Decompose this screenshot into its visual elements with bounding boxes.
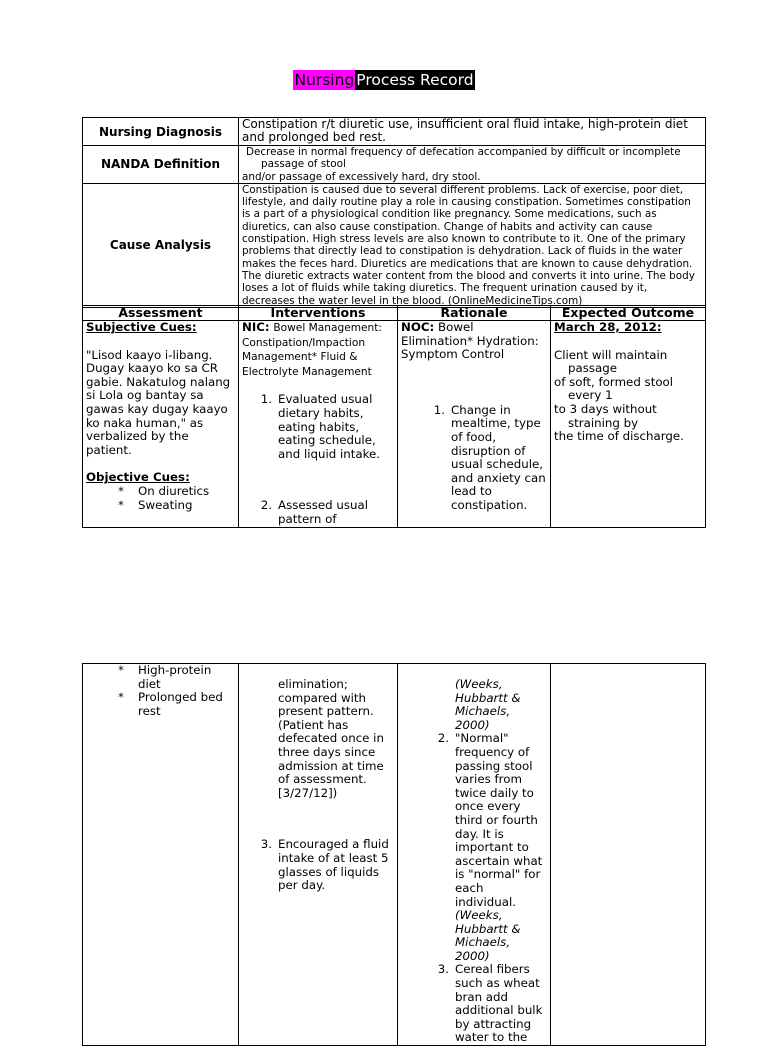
noc-label: NOC: [401,320,435,334]
item-number: 2. [437,731,449,746]
subjective-cues-heading: Subjective Cues: [86,320,197,334]
patient-quote: "Lisod kaayo i-libang. Dugay kaayo ko sa CR gabie. Nakatulog nalang si Lola og bantay sa gawas kay dugay kaayo ko naka human," as verbalized by the patient. [86,347,231,457]
list-item: * Prolonged bed rest [86,691,235,718]
cue-text: Prolonged bed rest [138,690,223,718]
table-header-row [83,306,706,321]
care-plan-table [82,305,706,528]
nic-label: NIC: [242,320,270,334]
intervention-continued: elimination; compared with present pattern. (Patient has defecated once in three days since admission at time of assessment. [3/27/12]) [278,677,384,800]
list-item [401,404,547,513]
outcome-line: of soft, formed stool [554,374,674,389]
rationale-cell [398,321,551,528]
objective-cues-heading: Objective Cues: [86,470,190,485]
table-row [83,146,706,184]
list-item: * Sweating [118,497,193,512]
nanda-line: passage of stool [261,158,346,171]
citation: (Weeks, Hubbartt & Michaels, 2000) [455,908,521,963]
rationale-text: Change in mealtime, type of food, disruption of usual schedule, and anxiety can lead to constipation. [451,402,546,512]
table-row [83,118,706,146]
row-label: Cause Analysis [83,183,239,307]
nursing-diagnosis-value: Constipation r/t diuretic use, insufficient oral fluid intake, high-protein diet and prolonged bed rest. [239,118,706,146]
intervention-text: Assessed usual pattern of [278,498,369,526]
expected-outcome-cell [551,664,706,1046]
outcome-line: Client will maintain [554,347,668,362]
nanda-definition-value [239,146,706,184]
column-header: Assessment [83,306,239,321]
citation: (Weeks, Hubbartt & Michaels, 2000) [455,677,521,732]
list-item: * High-protein diet [86,664,235,691]
interventions-cell [239,664,398,1046]
column-header: Expected Outcome [551,306,706,321]
care-plan-table-continued [82,663,706,1046]
item-number: 3. [260,837,272,852]
list-item: * On diuretics [118,483,210,498]
row-label: NANDA Definition [83,146,239,184]
cue-text: On diuretics [138,483,210,498]
assessment-cell [83,321,239,528]
row-label: Nursing Diagnosis [83,118,239,146]
list-item [242,838,394,892]
outcome-line: every 1 [568,388,613,403]
table-row [83,664,706,1046]
list-item [242,499,394,526]
item-number: 1. [260,392,272,407]
item-number: 2. [260,498,272,513]
outcome-date: March 28, 2012: [554,320,662,334]
diagnosis-table [82,117,706,308]
assessment-cell [83,664,239,1046]
document-title [0,70,768,90]
rationale-text: Cereal fibers such as wheat bran add additional bulk by attracting water to the [455,962,543,1045]
list-item [401,963,547,1045]
cause-analysis-value: Constipation is caused due to several different problems. Lack of exercise, poor diet, lifestyle, and daily routine play a role in causing constipation. Sometimes constipation is a part of a physiological condition like pregnancy. Some medications, such as diuretics, can also cause constipation. Change of habits and activity can cause constipation. High stress levels are also known to contribute to it. One of the primary problems that directly lead to constipation is dehydration. Lack of fluids in the water makes the feces hard. Diuretics are medications that are known to cause dehydration. The diuretic extracts water content from the blood and converts it into urine. The body loses a lot of fluids while taking diuretics. The frequent urination caused by it, decreases the water level in the blood. (OnlineMedicineTips.com) [239,183,706,307]
interventions-cell [239,321,398,528]
list-item [401,732,547,909]
intervention-text: Evaluated usual dietary habits, eating habits, eating schedule, and liquid intake. [278,392,381,461]
nic-text: Bowel Management: Constipation/Impaction Management* Fluid & Electrolyte Management [242,322,382,378]
nanda-line: and/or passage of excessively hard, dry stool. [242,170,481,183]
noc-block [401,321,547,362]
title-main: Process Record [356,71,474,89]
rationale-text: "Normal" frequency of passing stool varies from twice daily to once every third or fourth day. It is important to ascertain what is "normal" for each individual. [455,731,543,909]
intervention-text: Encouraged a fluid intake of at least 5 glasses of liquids per day. [278,837,389,893]
cue-text: Sweating [138,497,193,512]
item-number: 1. [433,402,445,417]
nic-block [242,321,394,379]
title-highlight: Nursing [294,71,355,89]
cue-text: High-protein diet [138,663,212,691]
list-item [242,393,394,461]
outcome-line: the time of discharge. [554,429,684,444]
nanda-line: Decrease in normal frequency of defecation accompanied by difficult or incomplete [246,146,681,158]
noc-text: Bowel Elimination* Hydration: Symptom Control [401,320,539,362]
column-header: Rationale [398,306,551,321]
expected-outcome-cell [551,321,706,528]
outcome-line: straining by [568,415,639,430]
outcome-line: passage [568,361,617,376]
table-row [83,183,706,307]
table-row [83,321,706,528]
column-header: Interventions [239,306,398,321]
item-number: 3. [437,962,449,977]
rationale-cell [398,664,551,1046]
outcome-line: to 3 days without [554,401,657,416]
